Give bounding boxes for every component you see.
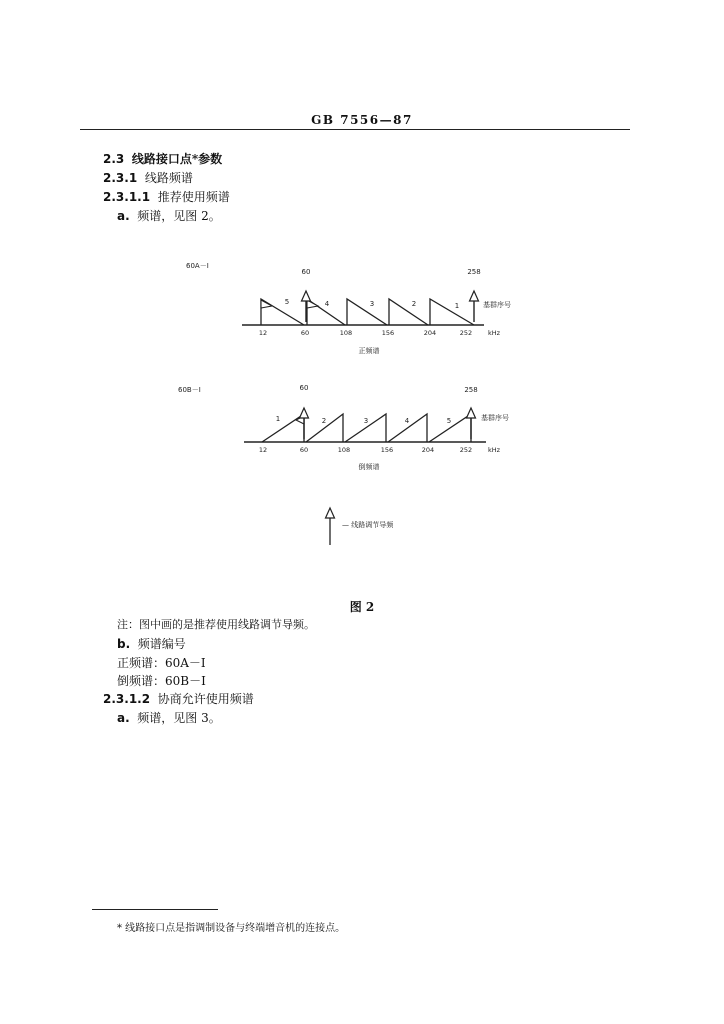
- group-number: 1: [454, 302, 460, 310]
- pilot-label-258: 258: [467, 268, 481, 276]
- section-number: 2.3.1.1: [103, 190, 151, 204]
- group-number: 3: [369, 300, 375, 308]
- legend-arrow-icon: [326, 508, 335, 518]
- tick-label-unit: kHz: [487, 446, 501, 454]
- section-number: 2.3.1.2: [103, 692, 151, 706]
- section-title: 线路频谱: [144, 171, 193, 185]
- tick-label: 156: [381, 329, 395, 337]
- tick-label: 156: [380, 446, 394, 454]
- figure-caption: 图 2: [349, 600, 375, 614]
- frequency-tick-labels: [259, 329, 501, 337]
- item-text: 频谱编号: [137, 637, 186, 651]
- pilot-legend: [326, 508, 395, 545]
- tick-label: 60: [300, 329, 310, 337]
- spec-inverted-line: 倒频谱：60B－I: [117, 674, 206, 688]
- inverted-spectrum-diagram: [178, 384, 509, 471]
- item-text: 频谱，见图 2。: [137, 209, 221, 223]
- group-band: [347, 299, 387, 325]
- section-2-3-1-2: [103, 690, 254, 707]
- group-number: 2: [411, 300, 417, 308]
- tick-label: 108: [337, 446, 351, 454]
- item-a-spectrum-fig3: [117, 709, 221, 726]
- group-band: [262, 414, 304, 442]
- section-number: 2.3.1: [103, 171, 138, 185]
- tick-label: 204: [423, 329, 437, 337]
- group-bands: [261, 299, 474, 325]
- section-title: 推荐使用频谱: [157, 190, 230, 204]
- item-marker: a.: [117, 711, 130, 725]
- footnote-rule: [92, 909, 218, 910]
- upright-spectrum-diagram: [186, 262, 511, 355]
- group-number: 1: [275, 415, 281, 423]
- group-number-side-label: 基群序号: [483, 301, 511, 309]
- tick-label: 108: [339, 329, 353, 337]
- tick-label: 60: [299, 446, 309, 454]
- item-marker: a.: [117, 209, 130, 223]
- item-text: 频谱，见图 3。: [137, 711, 221, 725]
- pilot-label-258: 258: [464, 386, 478, 394]
- pilot-label-60: 60: [301, 268, 311, 276]
- tick-label: 12: [258, 446, 268, 454]
- upright-spectrum-caption: 正频谱: [358, 347, 380, 355]
- item-b-numbering: [117, 635, 186, 652]
- group-number: 4: [324, 300, 330, 308]
- group-band: [389, 299, 428, 325]
- group-number: 5: [446, 417, 452, 425]
- section-number: 2.3: [103, 152, 125, 166]
- upright-spectrum-id: 60A－I: [186, 262, 209, 270]
- footnote: * 线路接口点是指调制设备与终端增音机的连接点。: [117, 923, 346, 934]
- legend-text: — 线路调节导频: [342, 521, 394, 529]
- section-title: 线路接口点*参数: [131, 152, 223, 166]
- group-band: [430, 299, 474, 325]
- tick-label: 252: [459, 329, 473, 337]
- group-number-side-label: 基群序号: [481, 414, 509, 422]
- tick-label: 204: [421, 446, 435, 454]
- group-number: 4: [404, 417, 410, 425]
- inverted-spectrum-id: 60B－I: [178, 386, 201, 394]
- spec-upright-line: 正频谱：60A－I: [117, 656, 206, 670]
- inverted-spectrum-caption: 倒频谱: [358, 463, 380, 471]
- pilot-arrow-258: [470, 291, 479, 322]
- pilot-label-60: 60: [299, 384, 309, 392]
- group-number: 5: [284, 298, 290, 306]
- document-header: GB 7556—87: [311, 113, 413, 127]
- frequency-tick-labels: [259, 446, 501, 454]
- item-marker: b.: [117, 637, 131, 651]
- figure-note: 注：图中画的是推荐使用线路调节导频。: [117, 618, 315, 631]
- tick-label: 252: [459, 446, 473, 454]
- group-number: 3: [363, 417, 369, 425]
- tick-label-unit: kHz: [487, 329, 501, 337]
- tick-label: 12: [258, 329, 268, 337]
- pilot-arrow-60: [300, 408, 309, 439]
- section-title: 协商允许使用频谱: [157, 692, 254, 706]
- group-number: 2: [321, 417, 327, 425]
- pilot-arrow-258: [467, 408, 476, 439]
